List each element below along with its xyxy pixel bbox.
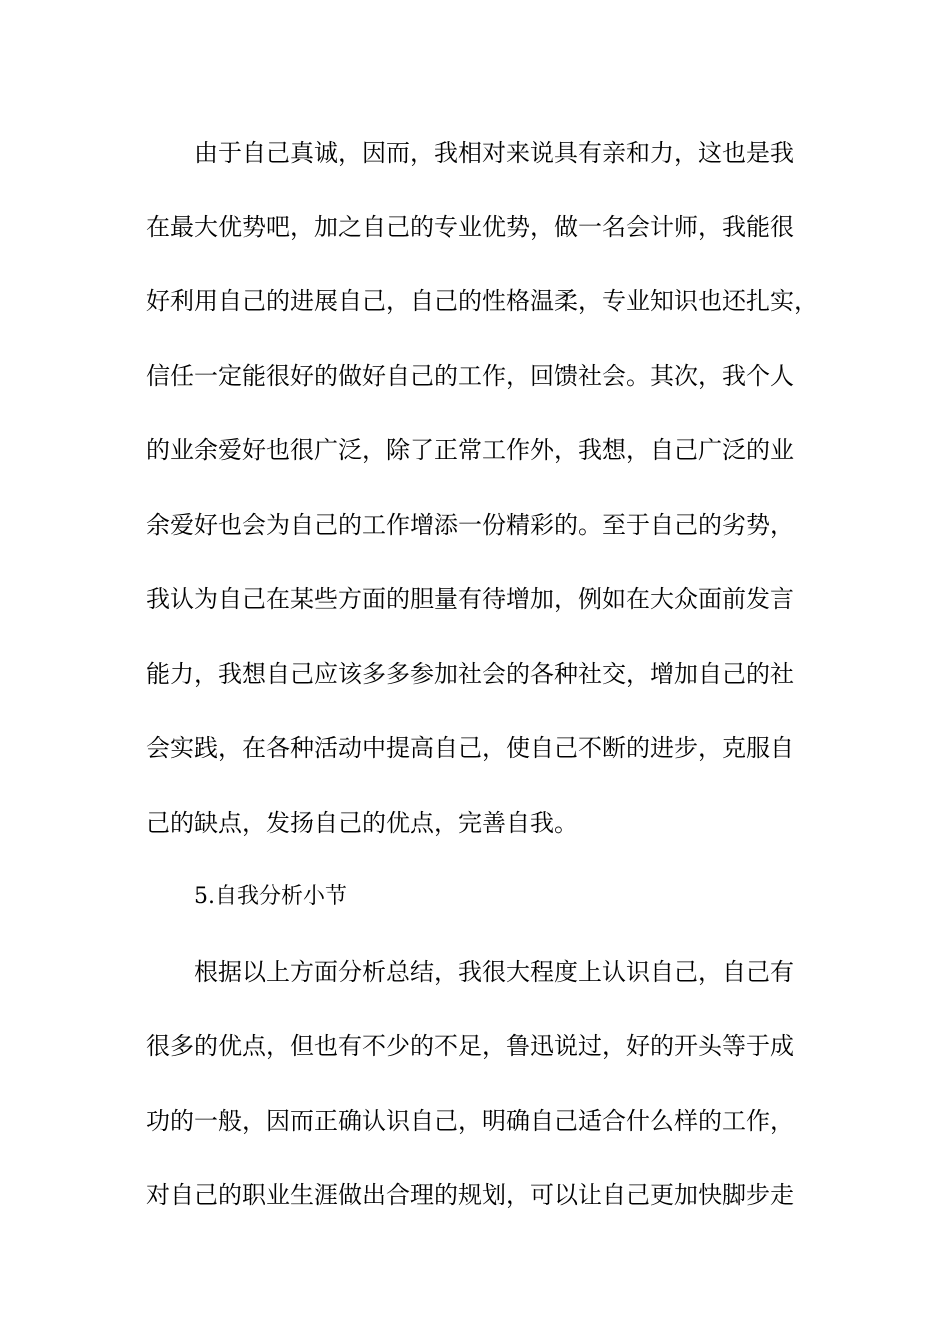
- paragraph-line: 功的一般，因而正确认识自己，明确自己适合什么样的工作，: [146, 1107, 794, 1135]
- paragraph-line: 由于自己真诚，因而，我相对来说具有亲和力，这也是我: [194, 139, 794, 167]
- paragraph-line: 对自己的职业生涯做出合理的规划，可以让自己更加快脚步走: [146, 1181, 794, 1209]
- paragraph-line: 余爱好也会为自己的工作增添一份精彩的。至于自己的劣势，: [146, 511, 794, 539]
- section-heading: 5.自我分析小节: [194, 884, 347, 909]
- paragraph-line: 我认为自己在某些方面的胆量有待增加，例如在大众面前发言: [146, 585, 794, 613]
- paragraph-line: 能力，我想自己应该多多参加社会的各种社交，增加自己的社: [146, 660, 794, 688]
- paragraph-line: 信任一定能很好的做好自己的工作，回馈社会。其次，我个人: [146, 362, 794, 390]
- paragraph-line: 根据以上方面分析总结，我很大程度上认识自己，自己有: [194, 958, 794, 986]
- paragraph-line: 在最大优势吧，加之自己的专业优势，做一名会计师，我能很: [146, 213, 794, 241]
- paragraph-line: 很多的优点，但也有不少的不足，鲁迅说过，好的开头等于成: [146, 1032, 794, 1060]
- paragraph-line: 会实践，在各种活动中提高自己，使自己不断的进步，克服自: [146, 734, 794, 762]
- paragraph-line: 好利用自己的进展自己，自己的性格温柔，专业知识也还扎实，: [146, 287, 818, 315]
- paragraph-line: 己的缺点，发扬自己的优点，完善自我。: [146, 809, 578, 837]
- paragraph-line: 的业余爱好也很广泛，除了正常工作外，我想，自己广泛的业: [146, 436, 794, 464]
